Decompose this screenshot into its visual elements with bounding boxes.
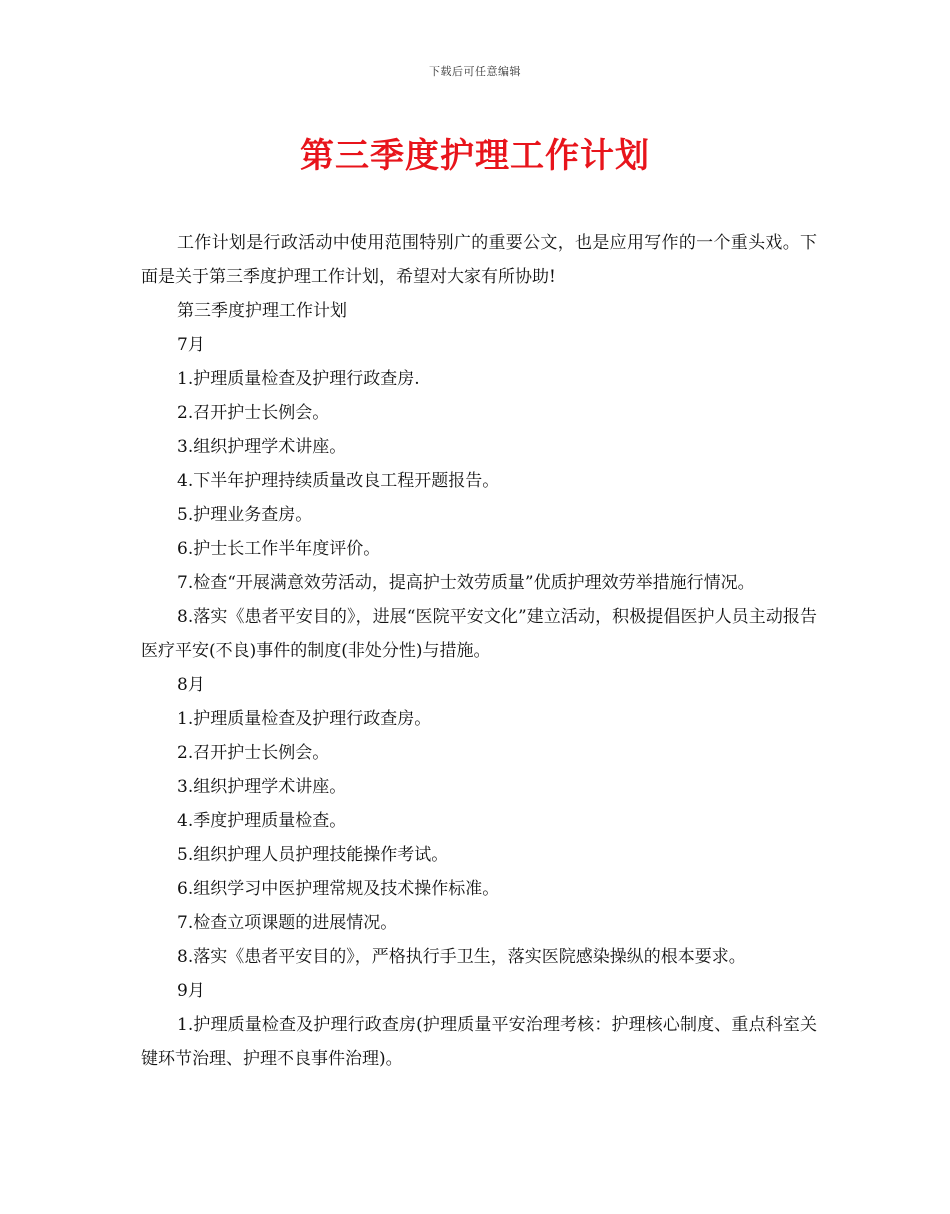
list-item: 5.护理业务查房。 — [177, 505, 313, 525]
month-heading-july: 7月 — [177, 335, 205, 355]
document-body — [141, 226, 817, 1076]
intro-paragraph: 工作计划是行政活动中使用范围特别广的重要公文，也是应用写作的一个重头戏。下面是关于第三季度护理工作计划，希望对大家有所协助! — [141, 233, 817, 287]
list-item: 8.落实《患者平安目的》，严格执行手卫生，落实医院感染操纵的根本要求。 — [177, 947, 746, 967]
list-item: 3.组织护理学术讲座。 — [177, 777, 347, 797]
list-item: 2.召开护士长例会。 — [177, 403, 330, 423]
list-item: 4.下半年护理持续质量改良工程开题报告。 — [177, 471, 500, 491]
header-note: 下载后可任意编辑 — [429, 65, 521, 78]
list-item: 7.检查“开展满意效劳活动，提高护士效劳质量”优质护理效劳举措施行情况。 — [177, 573, 755, 593]
list-item: 6.护士长工作半年度评价。 — [177, 539, 381, 559]
document-title: 第三季度护理工作计划 — [300, 136, 650, 176]
list-item: 5.组织护理人员护理技能操作考试。 — [177, 845, 449, 865]
list-item: 1.护理质量检查及护理行政查房。 — [177, 709, 432, 729]
list-item: 2.召开护士长例会。 — [177, 743, 330, 763]
subtitle: 第三季度护理工作计划 — [177, 301, 347, 321]
month-heading-september: 9月 — [177, 981, 205, 1001]
list-item: 7.检查立项课题的进展情况。 — [177, 913, 398, 933]
list-item: 1.护理质量检查及护理行政查房(护理质量平安治理考核：护理核心制度、重点科室关键环节治理、护理不良事件治理)。 — [141, 1015, 817, 1069]
list-item: 1.护理质量检查及护理行政查房. — [177, 369, 420, 389]
list-item: 8.落实《患者平安目的》，进展“医院平安文化”建立活动，积极提倡医护人员主动报告医疗平安(不良)事件的制度(非处分性)与措施。 — [141, 607, 817, 661]
list-item: 3.组织护理学术讲座。 — [177, 437, 347, 457]
list-item: 4.季度护理质量检查。 — [177, 811, 347, 831]
month-heading-august: 8月 — [177, 675, 205, 695]
list-item: 6.组织学习中医护理常规及技术操作标准。 — [177, 879, 500, 899]
